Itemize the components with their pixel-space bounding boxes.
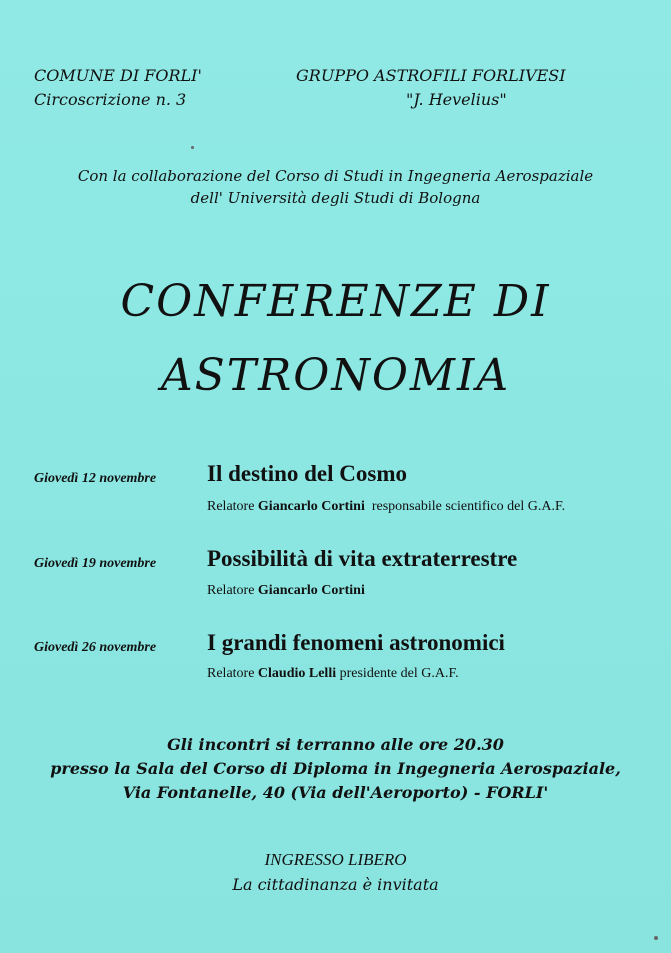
event-2-title: Possibilità di vita extraterrestre [207, 546, 518, 571]
collaboration-line-2: dell' Università degli Studi di Bologna [190, 189, 481, 207]
event-3-relatore-name: Claudio Lelli [257, 666, 337, 681]
event-2-date: Giovedì 19 novembre [34, 556, 157, 571]
event-3-relatore-suffix: presidente del G.A.F. [336, 666, 459, 681]
event-1-relatore-prefix: Relatore [207, 499, 258, 514]
hevelius-label: "J. Hevelius" [406, 90, 507, 109]
collaboration-line-1: Con la collaborazione del Corso di Studi in Ingegneria Aerospaziale [77, 167, 594, 185]
paper-speck [191, 146, 194, 149]
header-left [34, 64, 202, 112]
cittadinanza-invito: La cittadinanza è invitata [232, 875, 439, 894]
venue-line-1: Gli incontri si terranno alle ore 20.30 [167, 735, 504, 754]
comune-label: COMUNE DI FORLI' [34, 66, 202, 85]
event-3-relatore-prefix: Relatore [207, 666, 258, 681]
header-right [296, 64, 626, 112]
paper-speck [654, 936, 658, 940]
event-1-title: Il destino del Cosmo [207, 461, 407, 486]
event-1-relatore-name: Giancarlo Cortini [257, 499, 365, 514]
event-3-relatore [207, 666, 459, 682]
event-1-date: Giovedì 12 novembre [34, 471, 157, 486]
collaboration-text [0, 165, 671, 209]
title-line-2: ASTRONOMIA [160, 350, 511, 401]
circoscrizione-label: Circoscrizione n. 3 [34, 90, 187, 109]
event-2-relatore [207, 583, 365, 599]
event-1-relatore-suffix: responsabile scientifico del G.A.F. [364, 499, 566, 514]
ingresso-libero: INGRESSO LIBERO [264, 850, 407, 869]
event-2-relatore-prefix: Relatore [207, 583, 258, 598]
event-3-title: I grandi fenomeni astronomici [207, 630, 505, 655]
venue-line-3: Via Fontanelle, 40 (Via dell'Aeroporto) - FORLI' [122, 783, 549, 802]
venue-text [0, 733, 671, 805]
event-2-relatore-name: Giancarlo Cortini [257, 583, 365, 598]
title-line-1: CONFERENZE DI [120, 276, 551, 327]
venue-line-2: presso la Sala del Corso di Diploma in Ingegneria Aerospaziale, [50, 759, 621, 778]
event-3-date: Giovedì 26 novembre [34, 640, 157, 655]
gruppo-label: GRUPPO ASTROFILI FORLIVESI [296, 66, 566, 85]
event-1-relatore [207, 499, 565, 515]
